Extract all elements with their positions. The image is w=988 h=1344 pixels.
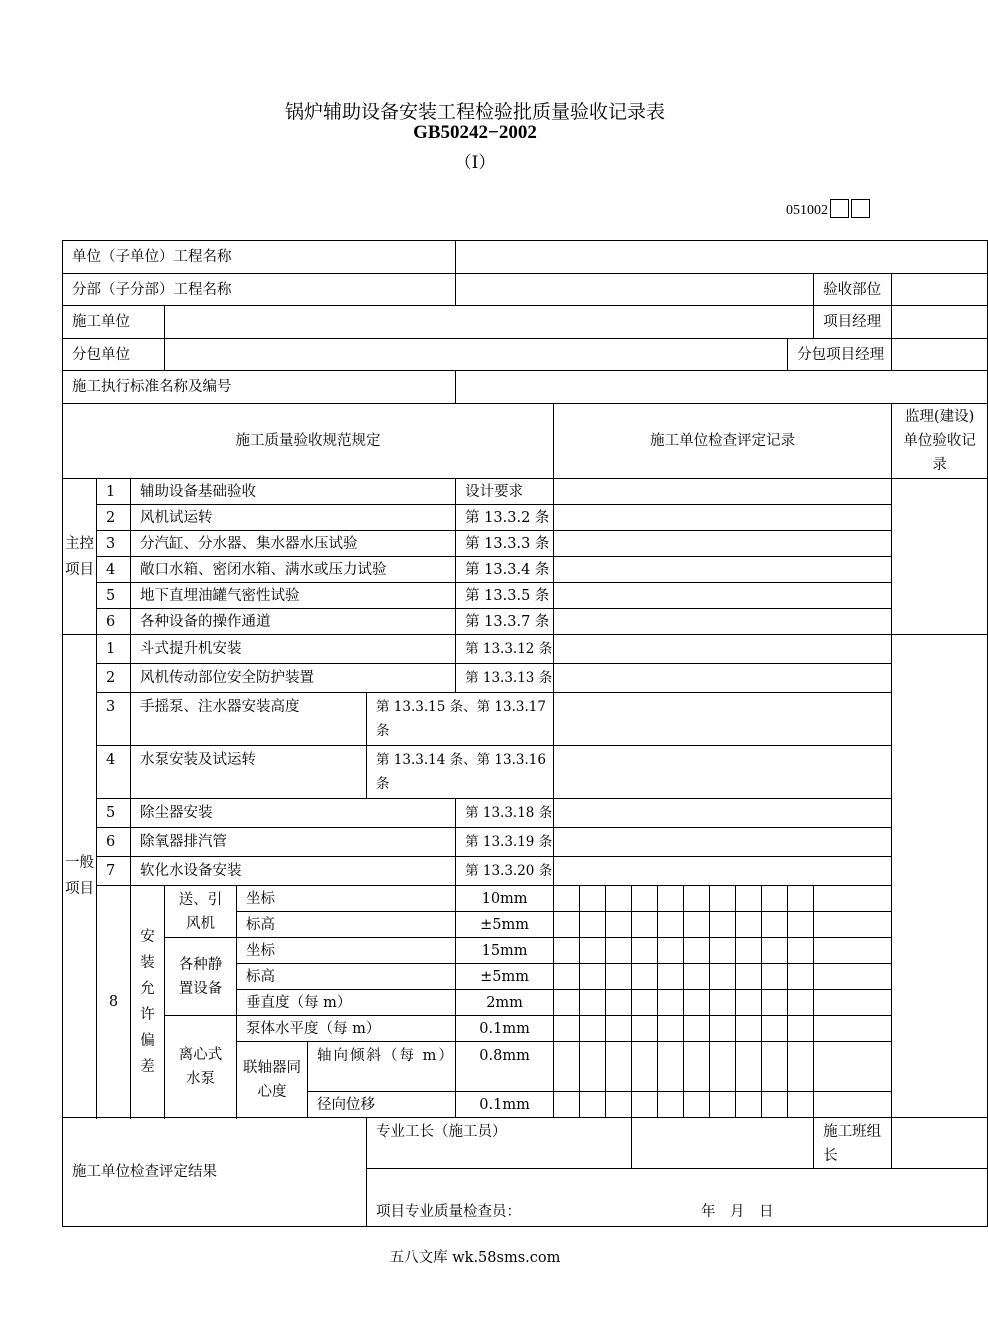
tol-cell[interactable] xyxy=(788,886,814,912)
tol-value: 10mm xyxy=(456,886,554,912)
tol-cell[interactable] xyxy=(814,912,892,938)
tol-cell[interactable] xyxy=(736,990,762,1016)
tol-name: 径向位移 xyxy=(308,1092,456,1118)
check-record-cell[interactable] xyxy=(554,531,892,557)
tol-cell[interactable] xyxy=(554,1092,580,1118)
tol-cell[interactable] xyxy=(580,886,606,912)
tol-name: 坐标 xyxy=(237,938,456,964)
tol-cell[interactable] xyxy=(736,1092,762,1118)
item-ref: 第 13.3.18 条 xyxy=(456,799,554,828)
check-record-cell[interactable] xyxy=(554,799,892,828)
tol-cell[interactable] xyxy=(788,912,814,938)
construction-unit-label: 施工单位 xyxy=(63,306,165,339)
tol-cell[interactable] xyxy=(710,1092,736,1118)
tol-cell[interactable] xyxy=(788,990,814,1016)
check-record-cell[interactable] xyxy=(554,609,892,635)
tol-name: 泵体水平度（每 m） xyxy=(237,1016,456,1042)
item-name: 辅助设备基础验收 xyxy=(131,479,456,505)
inspector-row[interactable] xyxy=(367,1169,988,1227)
subcontract-manager-value[interactable] xyxy=(892,339,988,371)
fan-label: 送、引风机 xyxy=(165,886,237,938)
tol-cell[interactable] xyxy=(580,912,606,938)
item-no: 6 xyxy=(97,828,131,857)
tol-cell[interactable] xyxy=(684,938,710,964)
team-leader-label: 施工班组长 xyxy=(814,1118,892,1169)
pump-label: 离心式水泵 xyxy=(165,1016,237,1118)
tol-cell[interactable] xyxy=(554,886,580,912)
tol-cell[interactable] xyxy=(606,938,632,964)
tol-cell[interactable] xyxy=(580,1042,606,1092)
tol-cell[interactable] xyxy=(762,938,788,964)
tol-cell[interactable] xyxy=(762,912,788,938)
tol-cell[interactable] xyxy=(710,938,736,964)
footer-watermark: 五八文库 wk.58sms.com xyxy=(389,1250,561,1266)
tol-cell[interactable] xyxy=(658,886,684,912)
check-record-cell[interactable] xyxy=(554,505,892,531)
item-no: 2 xyxy=(97,505,131,531)
tol-cell[interactable] xyxy=(762,1092,788,1118)
tol-cell[interactable] xyxy=(736,1016,762,1042)
tol-cell[interactable] xyxy=(632,886,658,912)
item-ref: 第 13.3.2 条 xyxy=(456,505,554,531)
tol-cell[interactable] xyxy=(606,912,632,938)
item-no: 4 xyxy=(97,557,131,583)
item-no: 3 xyxy=(97,693,131,746)
tol-cell[interactable] xyxy=(658,990,684,1016)
tol-cell[interactable] xyxy=(658,1016,684,1042)
inspector-label: 项目专业质量检查员： xyxy=(376,1204,521,1220)
form-code xyxy=(786,199,870,219)
tol-cell[interactable] xyxy=(814,990,892,1016)
tol-value: 2mm xyxy=(456,990,554,1016)
subcontract-unit-label: 分包单位 xyxy=(63,339,165,371)
tol-cell[interactable] xyxy=(684,912,710,938)
tol-cell[interactable] xyxy=(658,964,684,990)
item-name: 除尘器安装 xyxy=(131,799,456,828)
project-manager-label: 项目经理 xyxy=(814,306,892,339)
date-label: 年 月 日 xyxy=(701,1204,774,1220)
team-leader-value[interactable] xyxy=(892,1118,988,1169)
tol-cell[interactable] xyxy=(710,990,736,1016)
check-record-cell[interactable] xyxy=(554,746,892,799)
tol-cell[interactable] xyxy=(762,1042,788,1092)
item-name: 除氧器排汽管 xyxy=(131,828,456,857)
tol-value: 0.1mm xyxy=(456,1092,554,1118)
spec-header: 施工质量验收规范规定 xyxy=(63,404,554,479)
item-no: 6 xyxy=(97,609,131,635)
item-name: 地下直埋油罐气密性试验 xyxy=(131,583,456,609)
main-items-label: 主控项目 xyxy=(63,479,97,635)
tol-cell[interactable] xyxy=(788,1042,814,1092)
tol-cell[interactable] xyxy=(684,1042,710,1092)
tol-cell[interactable] xyxy=(632,1016,658,1042)
acceptance-part-value[interactable] xyxy=(892,274,988,306)
item-no: 4 xyxy=(97,746,131,799)
tol-cell[interactable] xyxy=(684,1016,710,1042)
item-ref: 第 13.3.7 条 xyxy=(456,609,554,635)
coupling-label: 联轴器同心度 xyxy=(237,1042,308,1118)
subcontract-manager-label: 分包项目经理 xyxy=(788,339,892,371)
check-record-cell[interactable] xyxy=(554,583,892,609)
item-ref: 第 13.3.15 条、第 13.3.17 条 xyxy=(367,693,554,746)
tol-cell[interactable] xyxy=(658,912,684,938)
check-record-cell[interactable] xyxy=(554,635,892,664)
tol-cell[interactable] xyxy=(580,1092,606,1118)
tol-cell[interactable] xyxy=(554,1016,580,1042)
item-ref: 第 13.3.3 条 xyxy=(456,531,554,557)
tol-cell[interactable] xyxy=(606,1042,632,1092)
item-no: 5 xyxy=(97,583,131,609)
standard-name-label: 施工执行标准名称及编号 xyxy=(63,371,456,404)
tol-cell[interactable] xyxy=(658,1092,684,1118)
unit-project-value[interactable] xyxy=(456,241,988,274)
sub-project-value[interactable] xyxy=(456,274,814,306)
standard-name-value[interactable] xyxy=(456,371,988,404)
tol-cell[interactable] xyxy=(736,1042,762,1092)
tol-name: 轴向倾斜（每 m） xyxy=(308,1042,456,1092)
tol-name: 标高 xyxy=(237,912,456,938)
tol-cell[interactable] xyxy=(710,964,736,990)
unit-project-label: 单位（子单位）工程名称 xyxy=(63,241,456,274)
tol-cell[interactable] xyxy=(554,964,580,990)
item-name: 风机传动部位安全防护装置 xyxy=(131,664,456,693)
general-items-label: 一般项目 xyxy=(63,635,97,1118)
item-no: 1 xyxy=(97,479,131,505)
tol-value: ±5mm xyxy=(456,964,554,990)
tol-cell[interactable] xyxy=(554,938,580,964)
result-label: 施工单位检查评定结果 xyxy=(63,1118,367,1227)
tol-cell[interactable] xyxy=(580,964,606,990)
tol-cell[interactable] xyxy=(554,912,580,938)
tol-cell[interactable] xyxy=(814,1042,892,1092)
tol-cell[interactable] xyxy=(762,964,788,990)
item-name: 风机试运转 xyxy=(131,505,456,531)
tol-value: ±5mm xyxy=(456,912,554,938)
check-record-cell[interactable] xyxy=(554,828,892,857)
tol-cell[interactable] xyxy=(788,1092,814,1118)
tol-cell[interactable] xyxy=(814,1016,892,1042)
code-box-2[interactable] xyxy=(851,199,870,218)
tol-cell[interactable] xyxy=(632,964,658,990)
item-ref: 第 13.3.5 条 xyxy=(456,583,554,609)
tol-cell[interactable] xyxy=(632,912,658,938)
tol-cell[interactable] xyxy=(814,938,892,964)
tol-cell[interactable] xyxy=(736,886,762,912)
item-ref: 第 13.3.13 条 xyxy=(456,664,554,693)
tol-cell[interactable] xyxy=(684,964,710,990)
tol-cell[interactable] xyxy=(710,1016,736,1042)
foreman-value[interactable] xyxy=(632,1118,814,1169)
item-name: 软化水设备安装 xyxy=(131,857,456,886)
project-manager-value[interactable] xyxy=(892,306,988,339)
tol-cell[interactable] xyxy=(736,912,762,938)
form-code-text: 051002 xyxy=(786,203,828,218)
check-record-header: 施工单位检查评定记录 xyxy=(554,404,892,479)
item-ref: 第 13.3.12 条 xyxy=(456,635,554,664)
tol-cell[interactable] xyxy=(762,990,788,1016)
tol-cell[interactable] xyxy=(632,1042,658,1092)
tol-cell[interactable] xyxy=(762,1016,788,1042)
item-no: 5 xyxy=(97,799,131,828)
item-name: 斗式提升机安装 xyxy=(131,635,456,664)
check-record-cell[interactable] xyxy=(554,857,892,886)
tol-cell[interactable] xyxy=(788,1016,814,1042)
tol-value: 0.8mm xyxy=(456,1042,554,1092)
tol-cell[interactable] xyxy=(684,990,710,1016)
item-ref: 第 13.3.14 条、第 13.3.16 条 xyxy=(367,746,554,799)
tol-cell[interactable] xyxy=(632,990,658,1016)
check-record-cell[interactable] xyxy=(554,479,892,505)
check-record-cell[interactable] xyxy=(554,693,892,746)
supervision-cell[interactable] xyxy=(892,479,988,635)
sub-project-label: 分部（子分部）工程名称 xyxy=(63,274,456,306)
tol-cell[interactable] xyxy=(762,886,788,912)
item-name: 各种设备的操作通道 xyxy=(131,609,456,635)
static-label: 各种静置设备 xyxy=(165,938,237,1016)
item-ref: 第 13.3.4 条 xyxy=(456,557,554,583)
tol-cell[interactable] xyxy=(710,912,736,938)
supervision-cell[interactable] xyxy=(892,635,988,1118)
form-title: 锅炉辅助设备安装工程检验批质量验收记录表 xyxy=(284,101,665,123)
construction-unit-value[interactable] xyxy=(165,306,814,339)
supervision-header: 监理(建设)单位验收记录 xyxy=(892,404,988,479)
tol-cell[interactable] xyxy=(710,1042,736,1092)
tol-value: 0.1mm xyxy=(456,1016,554,1042)
tol-cell[interactable] xyxy=(658,938,684,964)
item-name: 手摇泵、注水器安装高度 xyxy=(131,693,367,746)
item-no: 1 xyxy=(97,635,131,664)
tol-cell[interactable] xyxy=(606,1092,632,1118)
item8-label: 安装允许偏差 xyxy=(131,886,165,1118)
tol-name: 垂直度（每 m） xyxy=(237,990,456,1016)
item-no: 7 xyxy=(97,857,131,886)
item-no: 2 xyxy=(97,664,131,693)
acceptance-part-label: 验收部位 xyxy=(814,274,892,306)
tol-cell[interactable] xyxy=(632,938,658,964)
subcontract-unit-value[interactable] xyxy=(165,339,788,371)
tol-cell[interactable] xyxy=(632,1092,658,1118)
inspection-table xyxy=(62,240,988,1227)
tol-cell[interactable] xyxy=(788,964,814,990)
tol-cell[interactable] xyxy=(606,990,632,1016)
item-name: 水泵安装及试运转 xyxy=(131,746,367,799)
tol-cell[interactable] xyxy=(788,938,814,964)
tol-cell[interactable] xyxy=(736,964,762,990)
tol-name: 坐标 xyxy=(237,886,456,912)
tol-cell[interactable] xyxy=(814,964,892,990)
tol-cell[interactable] xyxy=(554,990,580,1016)
tol-cell[interactable] xyxy=(736,938,762,964)
item8-no: 8 xyxy=(97,886,131,1118)
check-record-cell[interactable] xyxy=(554,557,892,583)
tol-cell[interactable] xyxy=(606,1016,632,1042)
tol-cell[interactable] xyxy=(684,886,710,912)
tol-cell[interactable] xyxy=(606,886,632,912)
tol-value: 15mm xyxy=(456,938,554,964)
foreman-label: 专业工长（施工员） xyxy=(367,1118,632,1169)
item-name: 敞口水箱、密闭水箱、满水或压力试验 xyxy=(131,557,456,583)
check-record-cell[interactable] xyxy=(554,664,892,693)
tol-cell[interactable] xyxy=(580,1016,606,1042)
standard-number: GB50242−2002 xyxy=(413,122,537,143)
tol-cell[interactable] xyxy=(580,938,606,964)
tol-name: 标高 xyxy=(237,964,456,990)
item-ref: 设计要求 xyxy=(456,479,554,505)
item-no: 3 xyxy=(97,531,131,557)
tol-cell[interactable] xyxy=(684,1092,710,1118)
code-box-1[interactable] xyxy=(830,199,849,218)
form-part: （Ⅰ） xyxy=(454,153,496,173)
tol-cell[interactable] xyxy=(606,964,632,990)
item-ref: 第 13.3.19 条 xyxy=(456,828,554,857)
tol-cell[interactable] xyxy=(814,1092,892,1118)
tol-cell[interactable] xyxy=(710,886,736,912)
tol-cell[interactable] xyxy=(554,1042,580,1092)
tol-cell[interactable] xyxy=(814,886,892,912)
tol-cell[interactable] xyxy=(580,990,606,1016)
item-name: 分汽缸、分水器、集水器水压试验 xyxy=(131,531,456,557)
tol-cell[interactable] xyxy=(658,1042,684,1092)
item-ref: 第 13.3.20 条 xyxy=(456,857,554,886)
